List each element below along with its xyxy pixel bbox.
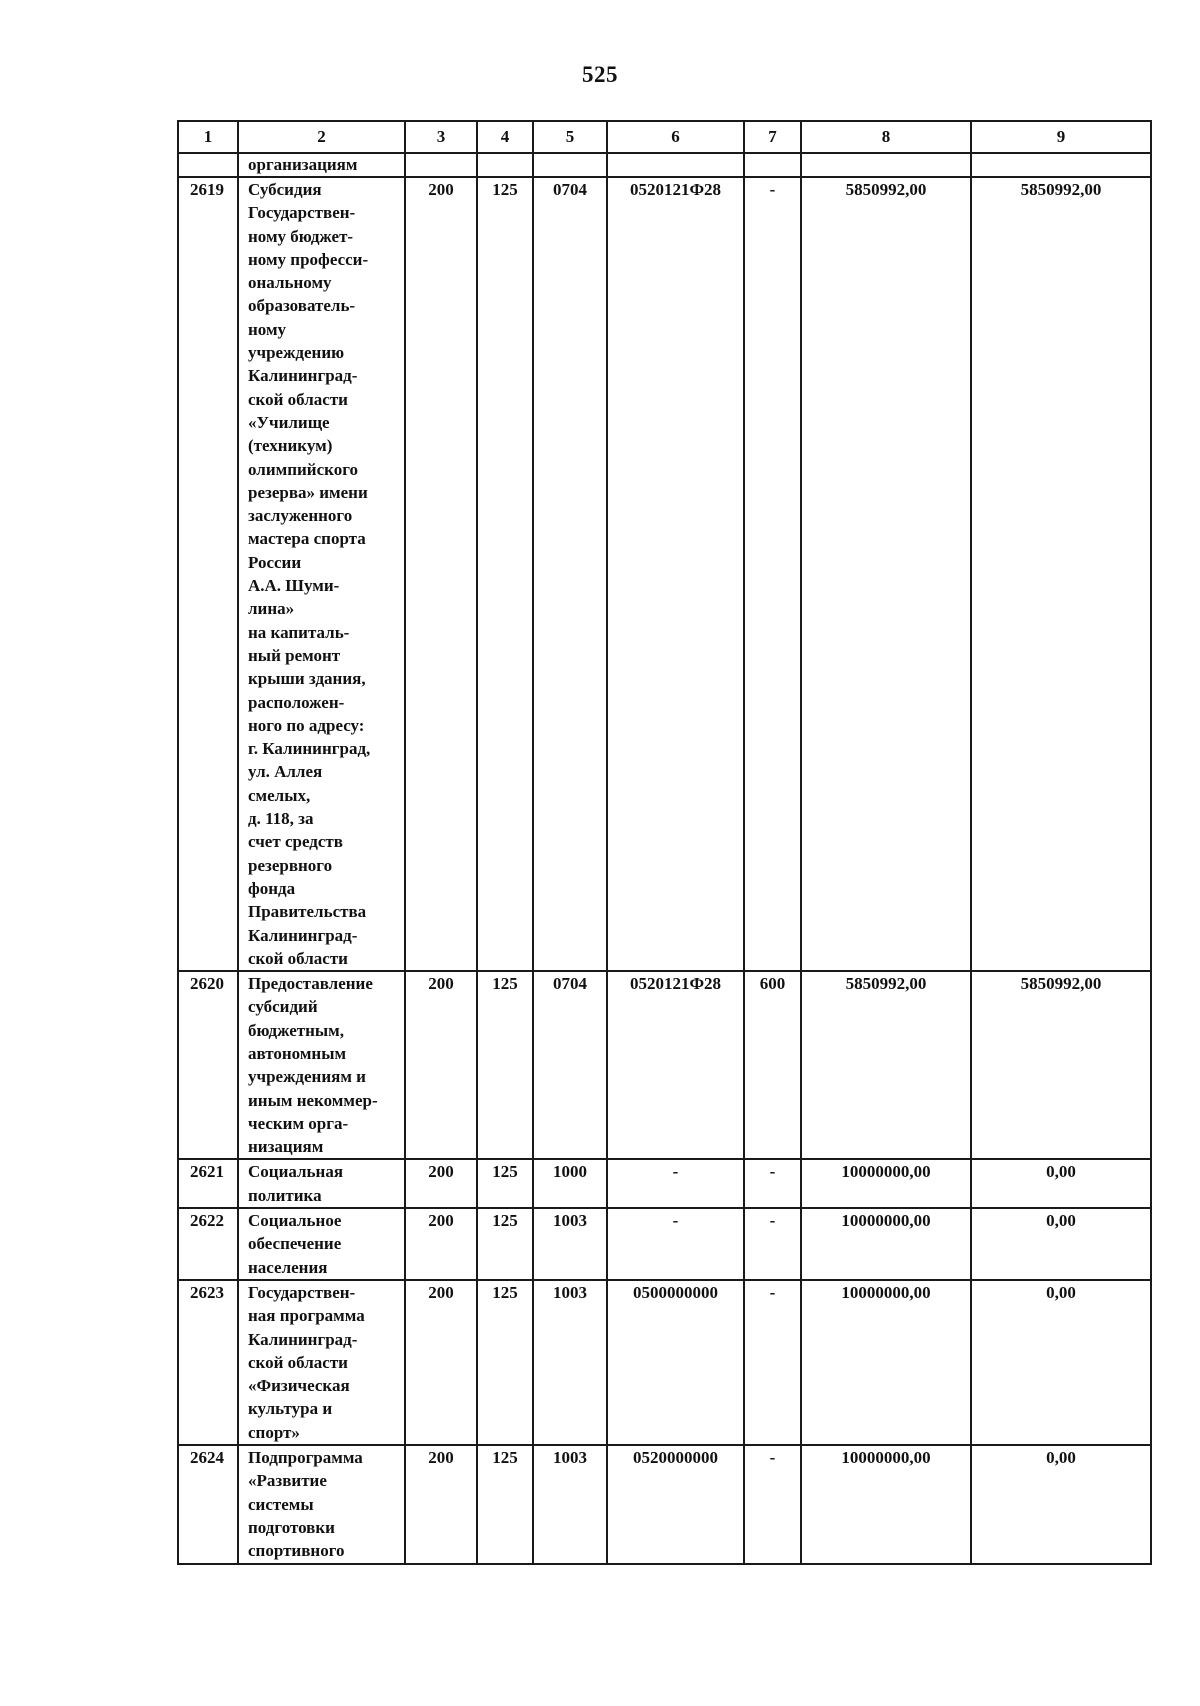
- row-description: [238, 177, 405, 971]
- description-line: ской области: [248, 1352, 348, 1372]
- description-line: Социальное: [248, 1211, 342, 1231]
- description-line: политика: [248, 1185, 322, 1205]
- description-line: «Физическая: [248, 1376, 350, 1396]
- admin-code-cell: 200: [405, 1159, 477, 1208]
- table-row: [178, 1159, 1151, 1208]
- description-line: ному професси-: [248, 249, 369, 269]
- description-line: низациям: [248, 1137, 324, 1157]
- table-row: [178, 971, 1151, 1159]
- amount-cell-2: 0,00: [971, 1208, 1151, 1280]
- description-line: Калининград-: [248, 366, 358, 386]
- column-header-4: 4: [477, 121, 533, 153]
- target-article-cell: -: [607, 1159, 744, 1208]
- amount-cell: 10000000,00: [801, 1208, 971, 1280]
- description-line: А.А. Шуми-: [248, 576, 340, 596]
- description-line: олимпийского: [248, 459, 358, 479]
- amount-cell: 10000000,00: [801, 1445, 971, 1563]
- description-line: культура и: [248, 1399, 333, 1419]
- table-row: [178, 1280, 1151, 1445]
- chapter-code-cell: 125: [477, 1280, 533, 1445]
- row-description: [238, 1445, 405, 1563]
- description-line: Субсидия: [248, 180, 322, 199]
- section-code-cell: 1000: [533, 1159, 607, 1208]
- chapter-code-cell: 125: [477, 1445, 533, 1563]
- description-line: подготовки: [248, 1517, 335, 1537]
- description-line: на капиталь-: [248, 622, 350, 642]
- amount-cell: 5850992,00: [801, 971, 971, 1159]
- description-line: населения: [248, 1257, 328, 1277]
- admin-code-cell: 200: [405, 1445, 477, 1563]
- row-number: 2620: [178, 971, 238, 1159]
- row-description: [238, 971, 405, 1159]
- table-row: [178, 1208, 1151, 1280]
- section-code-cell: 0704: [533, 971, 607, 1159]
- description-line: ул. Аллея: [248, 762, 323, 782]
- description-line: учреждениям и: [248, 1067, 366, 1087]
- description-line: фонда: [248, 878, 296, 898]
- budget-table: [177, 120, 1152, 1565]
- description-line: бюджетным,: [248, 1020, 345, 1040]
- description-line: субсидий: [248, 997, 318, 1017]
- description-line: Социальная: [248, 1162, 344, 1182]
- description-line: крыши здания,: [248, 669, 366, 689]
- description-line: мастера спорта: [248, 529, 366, 549]
- section-code-cell: 1003: [533, 1280, 607, 1445]
- expense-type-cell: -: [744, 1208, 801, 1280]
- description-line: Предоставление: [248, 974, 373, 994]
- expense-type-cell: -: [744, 1445, 801, 1563]
- row-description: [238, 1280, 405, 1445]
- amount-cell-2: 0,00: [971, 1445, 1151, 1563]
- description-line: (техникум): [248, 436, 333, 456]
- page-number: 525: [582, 62, 618, 87]
- row-number: 2622: [178, 1208, 238, 1280]
- amount-cell-2: 5850992,00: [971, 177, 1151, 971]
- description-line: системы: [248, 1494, 314, 1514]
- description-line: спорт»: [248, 1422, 300, 1442]
- description-line: иным некоммер-: [248, 1090, 378, 1110]
- description-line: ного по адресу:: [248, 715, 365, 735]
- admin-code-cell: 200: [405, 1208, 477, 1280]
- description-line: «Развитие: [248, 1471, 327, 1491]
- description-line: Калининград-: [248, 1329, 358, 1349]
- header-row: [178, 121, 1151, 153]
- target-article-cell: 0520000000: [607, 1445, 744, 1563]
- description-line: «Училище: [248, 412, 330, 432]
- target-article-cell: 0520121Ф28: [607, 177, 744, 971]
- description-line: России: [248, 552, 302, 572]
- description-line: резервного: [248, 855, 333, 875]
- description-line: заслуженного: [248, 506, 353, 526]
- description-line: ному бюджет-: [248, 226, 354, 246]
- amount-cell: 5850992,00: [801, 177, 971, 971]
- column-header-3: 3: [405, 121, 477, 153]
- amount-cell-2: 0,00: [971, 1159, 1151, 1208]
- description-line: ческим орга-: [248, 1113, 349, 1133]
- table-row: [178, 153, 1151, 177]
- target-article-cell: 0500000000: [607, 1280, 744, 1445]
- column-header-8: 8: [801, 121, 971, 153]
- description-line: ской области: [248, 389, 348, 409]
- description-line: ской области: [248, 948, 348, 968]
- row-number: [178, 153, 238, 177]
- expense-type-cell: -: [744, 1159, 801, 1208]
- description-line: г. Калининград,: [248, 739, 371, 759]
- admin-code-cell: 200: [405, 177, 477, 971]
- expense-type-cell: -: [744, 177, 801, 971]
- amount-cell: [801, 153, 971, 177]
- description-line: ному: [248, 319, 287, 339]
- column-header-7: 7: [744, 121, 801, 153]
- description-line: Государствен-: [248, 1282, 356, 1302]
- description-line: обеспечение: [248, 1234, 342, 1254]
- description-line: д. 118, за: [248, 809, 314, 829]
- amount-cell-2: [971, 153, 1151, 177]
- table-row: [178, 177, 1151, 971]
- description-line: Подпрограмма: [248, 1448, 363, 1468]
- expense-type-cell: [744, 153, 801, 177]
- row-number: 2619: [178, 177, 238, 971]
- amount-cell: 10000000,00: [801, 1159, 971, 1208]
- chapter-code-cell: 125: [477, 971, 533, 1159]
- amount-cell-2: 5850992,00: [971, 971, 1151, 1159]
- row-description: [238, 1208, 405, 1280]
- column-header-9: 9: [971, 121, 1151, 153]
- column-header-6: 6: [607, 121, 744, 153]
- description-line: смелых,: [248, 785, 311, 805]
- description-line: спортивного: [248, 1541, 345, 1561]
- table-body: [178, 153, 1151, 1564]
- description-line: Правительства: [248, 902, 367, 922]
- amount-cell: 10000000,00: [801, 1280, 971, 1445]
- column-header-5: 5: [533, 121, 607, 153]
- admin-code-cell: 200: [405, 1280, 477, 1445]
- description-line: Государствен-: [248, 203, 356, 223]
- description-line: ная программа: [248, 1306, 365, 1326]
- description-line: счет средств: [248, 832, 343, 852]
- expense-type-cell: -: [744, 1280, 801, 1445]
- expense-type-cell: 600: [744, 971, 801, 1159]
- row-description: [238, 153, 405, 177]
- chapter-code-cell: 125: [477, 177, 533, 971]
- description-line: ный ремонт: [248, 645, 341, 665]
- admin-code-cell: [405, 153, 477, 177]
- row-number: 2623: [178, 1280, 238, 1445]
- target-article-cell: -: [607, 1208, 744, 1280]
- column-header-1: 1: [178, 121, 238, 153]
- description-line: расположен-: [248, 692, 345, 712]
- section-code-cell: 1003: [533, 1445, 607, 1563]
- description-line: автономным: [248, 1043, 347, 1063]
- description-line: резерва» имени: [248, 482, 368, 502]
- section-code-cell: [533, 153, 607, 177]
- section-code-cell: 1003: [533, 1208, 607, 1280]
- row-description: [238, 1159, 405, 1208]
- section-code-cell: 0704: [533, 177, 607, 971]
- description-line: образователь-: [248, 296, 356, 316]
- chapter-code-cell: 125: [477, 1159, 533, 1208]
- description-line: Калининград-: [248, 925, 358, 945]
- target-article-cell: [607, 153, 744, 177]
- target-article-cell: 0520121Ф28: [607, 971, 744, 1159]
- chapter-code-cell: 125: [477, 1208, 533, 1280]
- chapter-code-cell: [477, 153, 533, 177]
- table-row: [178, 1445, 1151, 1563]
- description-line: организациям: [248, 155, 358, 174]
- description-line: ональному: [248, 273, 332, 293]
- row-number: 2621: [178, 1159, 238, 1208]
- admin-code-cell: 200: [405, 971, 477, 1159]
- amount-cell-2: 0,00: [971, 1280, 1151, 1445]
- description-line: лина»: [248, 599, 295, 619]
- column-header-2: 2: [238, 121, 405, 153]
- row-number: 2624: [178, 1445, 238, 1563]
- description-line: учреждению: [248, 343, 345, 363]
